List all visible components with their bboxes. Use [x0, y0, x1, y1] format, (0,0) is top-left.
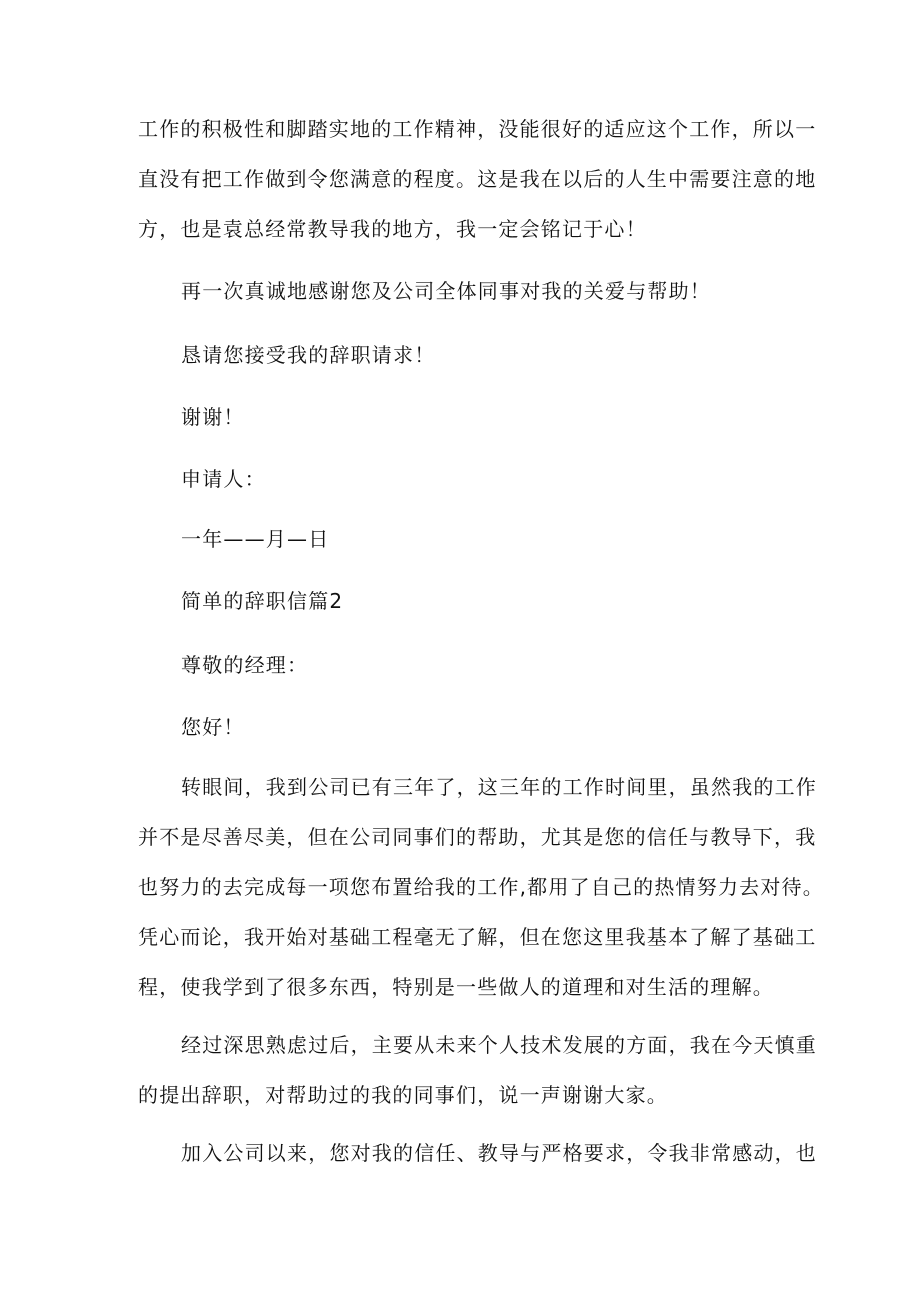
- salutation: [181, 640, 308, 690]
- paragraph-12: [138, 1128, 817, 1178]
- paragraph-line: 一年——月—日: [181, 527, 330, 551]
- paragraph-line: 谢谢！: [181, 405, 245, 429]
- paragraph-line: 恳请您接受我的辞职请求！: [181, 343, 436, 367]
- paragraph-11: [138, 1020, 817, 1120]
- paragraph-1: [138, 104, 817, 254]
- paragraph-4: [181, 392, 245, 442]
- paragraph-line: 尊敬的经理：: [181, 653, 309, 677]
- paragraph-line: 也努力的去完成每一项您布置给我的工作,都用了自己的热情努力去对待。: [138, 875, 824, 899]
- paragraph-line: 申请人：: [181, 467, 266, 491]
- paragraph-line: 方，也是袁总经常教导我的地方，我一定会铭记于心！: [138, 217, 647, 241]
- paragraph-line: 经过深思熟虑过后，主要从未来个人技术发展的方面，我在今天慎重: [181, 1033, 817, 1057]
- paragraph-10: [138, 762, 824, 1012]
- paragraph-line: 工作的积极性和脚踏实地的工作精神，没能很好的适应这个工作，所以一: [138, 117, 817, 141]
- section-heading: [181, 576, 343, 626]
- paragraph-line: 程，使我学到了很多东西，特别是一些做人的道理和对生活的理解。: [138, 975, 774, 999]
- paragraph-line: 再一次真诚地感谢您及公司全体同事对我的关爱与帮助！: [181, 279, 711, 303]
- paragraph-line: 并不是尽善尽美，但在公司同事们的帮助，尤其是您的信任与教导下，我: [138, 825, 817, 849]
- paragraph-3: [181, 330, 435, 380]
- paragraph-6: [181, 514, 329, 564]
- paragraph-5: [181, 454, 266, 504]
- greeting: [181, 702, 245, 752]
- paragraph-line: 转眼间，我到公司已有三年了，这三年的工作时间里，虽然我的工作: [181, 775, 817, 799]
- paragraph-2: [181, 266, 711, 316]
- paragraph-line: 加入公司以来，您对我的信任、教导与严格要求，令我非常感动，也: [181, 1141, 817, 1165]
- paragraph-line: 凭心而论，我开始对基础工程毫无了解，但在您这里我基本了解了基础工: [138, 925, 817, 949]
- paragraph-line: 简单的辞职信篇2: [181, 589, 344, 613]
- paragraph-line: 的提出辞职，对帮助过的我的同事们，说一声谢谢大家。: [138, 1083, 668, 1107]
- paragraph-line: 您好！: [181, 715, 245, 739]
- paragraph-line: 直没有把工作做到令您满意的程度。这是我在以后的人生中需要注意的地: [138, 167, 817, 191]
